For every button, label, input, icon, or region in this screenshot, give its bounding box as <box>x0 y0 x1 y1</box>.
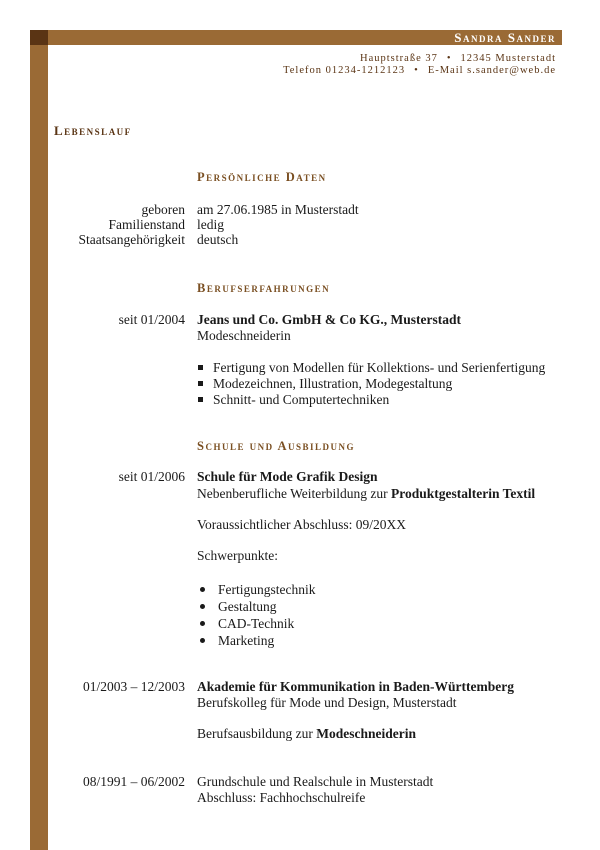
education-3-date: 08/1991 – 06/2002 <box>82 774 185 789</box>
address-line <box>360 53 556 64</box>
list-item: Fertigungstechnik <box>197 581 316 598</box>
list-item: CAD-Technik <box>197 615 316 632</box>
description-text: Nebenberufliche Weiterbildung zur <box>197 486 391 501</box>
decorative-corner-block <box>30 30 48 45</box>
decorative-side-bar <box>30 30 48 850</box>
training-highlight: Modeschneiderin <box>316 726 416 741</box>
experience-date: seit 01/2004 <box>118 312 185 327</box>
education-1-focus-list <box>197 581 316 649</box>
training-text: Berufsausbildung zur <box>197 726 317 741</box>
education-1-school: Schule für Mode Grafik Design <box>197 469 378 484</box>
applicant-name: Sandra Sander <box>454 30 556 45</box>
phone: Telefon 01234-1212123 <box>283 65 406 76</box>
section-heading-experience: Berufserfahrungen <box>197 281 331 295</box>
list-item: Gestaltung <box>197 598 316 615</box>
name-banner <box>48 30 562 45</box>
education-3-school: Grundschule und Realschule in Musterstadt <box>197 774 434 789</box>
value-born: am 27.06.1985 in Musterstadt <box>197 202 359 217</box>
section-heading-personal: Persönliche Daten <box>197 170 327 184</box>
list-item: Schnitt- und Computertechniken <box>197 392 545 408</box>
street: Hauptstraße 37 <box>360 53 438 64</box>
experience-company: Jeans und Co. GmbH & Co KG., Musterstadt <box>197 312 462 327</box>
label-born: geboren <box>141 202 185 217</box>
experience-task-list <box>197 360 545 408</box>
separator-dot: • <box>414 65 419 76</box>
list-item: Marketing <box>197 632 316 649</box>
education-1-date: seit 01/2006 <box>118 469 185 484</box>
city: 12345 Musterstadt <box>460 53 556 64</box>
contact-line <box>283 65 556 76</box>
education-2-training <box>197 726 416 742</box>
education-1-description <box>197 486 535 502</box>
education-1-focus-label: Schwerpunkte: <box>197 548 278 563</box>
email: E-Mail s.sander@web.de <box>427 65 556 76</box>
separator-dot: • <box>446 53 452 64</box>
section-heading-education: Schule und Ausbildung <box>197 439 356 453</box>
education-1-graduation: Voraussichtlicher Abschluss: 09/20XX <box>197 517 406 532</box>
list-item: Fertigung von Modellen für Kollektions- und Serienfertigung <box>197 360 545 376</box>
document-title: Lebenslauf <box>54 123 132 138</box>
description-highlight: Produktgestalterin Textil <box>390 486 536 501</box>
experience-role: Modeschneiderin <box>197 328 291 343</box>
value-marital-status: ledig <box>197 217 224 232</box>
value-nationality: deutsch <box>197 232 239 247</box>
education-3-description: Abschluss: Fachhochschulreife <box>197 790 366 805</box>
list-item: Modezeichnen, Illustration, Modegestaltung <box>197 376 545 392</box>
education-2-description: Berufskolleg für Mode und Design, Musterstadt <box>197 695 457 710</box>
education-2-date: 01/2003 – 12/2003 <box>82 679 185 694</box>
label-marital-status: Familienstand <box>108 217 185 232</box>
education-2-school: Akademie für Kommunikation in Baden-Württemberg <box>197 679 515 694</box>
label-nationality: Staatsangehörigkeit <box>78 232 185 247</box>
